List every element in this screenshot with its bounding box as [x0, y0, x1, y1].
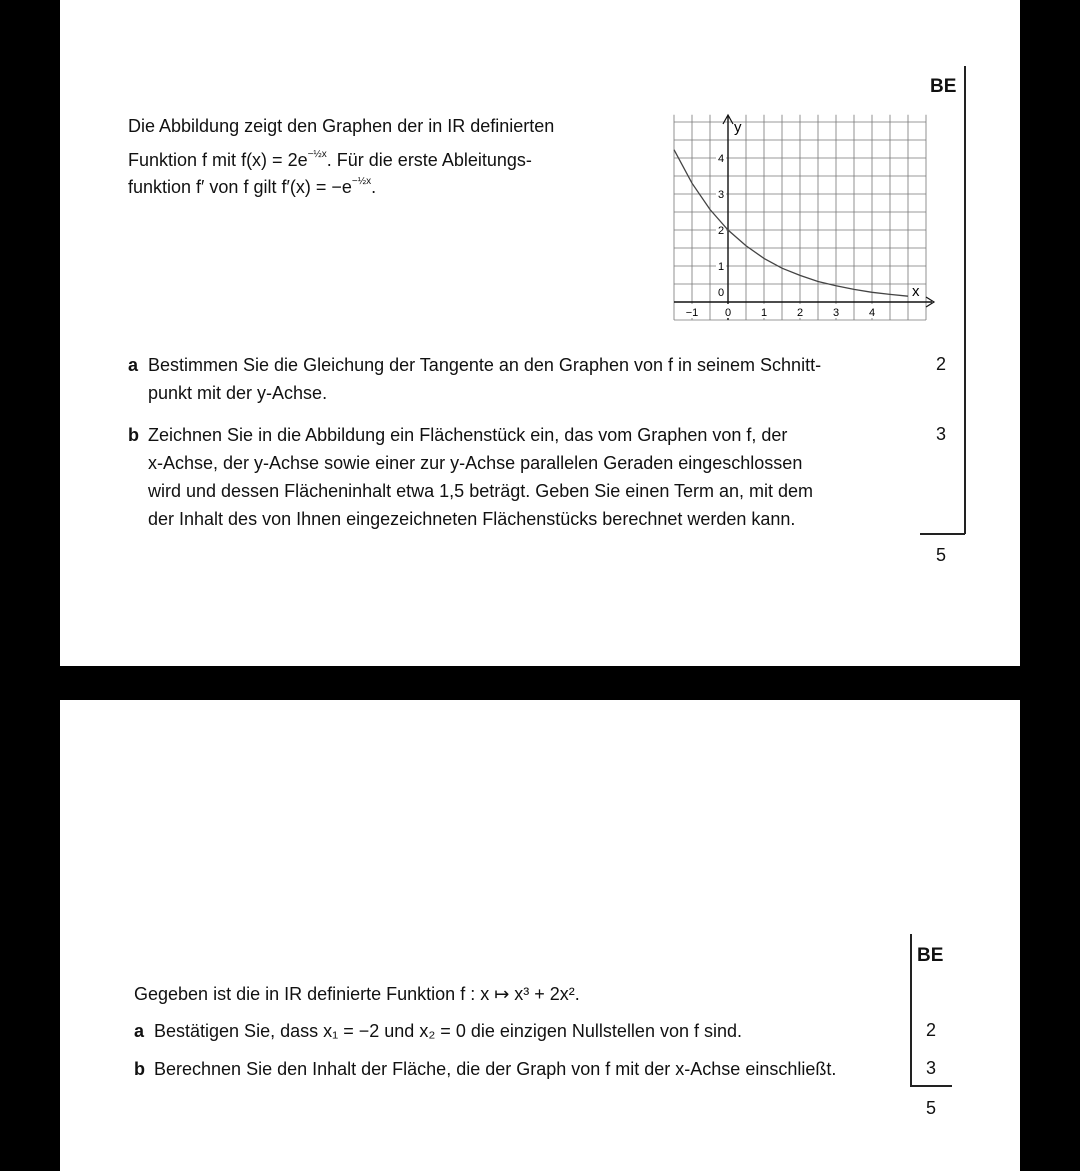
- part-a-points: 2: [936, 354, 947, 374]
- part-b-line-1: Zeichnen Sie in die Abbildung ein Flächenstück ein, das vom Graphen von f, der: [148, 425, 788, 445]
- task2-part-b-points: 3: [926, 1058, 937, 1078]
- intro-line-1: Die Abbildung zeigt den Graphen der in IR definierten: [128, 116, 555, 136]
- derivative-formula: f′(x) = −e: [281, 177, 352, 197]
- x-tick-label: −1: [685, 307, 699, 319]
- task2-part-a-points: 2: [926, 1020, 937, 1040]
- function-curve: [674, 150, 908, 297]
- task-sheet-1: [60, 0, 1020, 666]
- function-formula: f(x) = 2e: [241, 150, 308, 170]
- be-sum-line: [910, 1085, 952, 1087]
- part-b-letter: b: [128, 425, 139, 445]
- be-header: BE: [930, 76, 957, 97]
- y-tick-label: 3: [717, 189, 725, 201]
- x-tick-label: 0: [724, 307, 732, 319]
- y-tick-label: 1: [717, 261, 725, 273]
- x-tick-label: 4: [868, 307, 876, 319]
- x-tick-label: 2: [796, 307, 804, 319]
- x-tick-label: 1: [760, 307, 768, 319]
- part-a-line-1: Bestimmen Sie die Gleichung der Tangente an den Graphen von f in seinem Schnitt-: [148, 355, 822, 375]
- part-a: [128, 351, 821, 407]
- zero-x1: x₁ = −2: [323, 1021, 380, 1041]
- task2-total-points: 5: [926, 1098, 937, 1118]
- task-sheet-2: [60, 700, 1020, 1171]
- part-a-letter: a: [128, 355, 139, 375]
- y-tick-label: 0: [717, 287, 725, 299]
- part-b-line-4: der Inhalt des von Ihnen eingezeichneten Flächenstücks berechnet werden kann.: [148, 509, 796, 529]
- task2-function-formula: f : x ↦ x³ + 2x².: [460, 984, 580, 1004]
- task2-part-a: a Bestätigen Sie, dass x₁ = −2 und x₂ = 0 die einzigen Nullstellen von f sind.: [134, 1021, 743, 1041]
- task2-part-b: b Berechnen Sie den Inhalt der Fläche, die der Graph von f mit der x-Achse einschließt.: [134, 1059, 837, 1079]
- zero-x2: x₂ = 0: [419, 1021, 466, 1041]
- x-tick-label: 3: [832, 307, 840, 319]
- y-tick-label: 4: [717, 153, 725, 165]
- part-a-line-2: punkt mit der y-Achse.: [148, 383, 328, 403]
- total-points: 5: [936, 545, 947, 565]
- part-b: [128, 421, 813, 533]
- be-column-divider: [964, 66, 966, 534]
- task2-intro: Gegeben ist die in IR definierte Funktion f : x ↦ x³ + 2x².: [134, 984, 580, 1004]
- be-column-divider: [910, 934, 912, 1086]
- part-b-line-2: x-Achse, der y-Achse sowie einer zur y-Achse parallelen Geraden eingeschlossen: [148, 453, 803, 473]
- intro-line-3: funktion f′ von f gilt $f'(x) = -e^{-\frac{1}{2}x}$.: [128, 176, 377, 197]
- part-b-points: 3: [936, 424, 947, 444]
- function-graph: [640, 112, 920, 340]
- y-axis-label: y: [734, 119, 742, 136]
- intro-line-2: Funktion f mit $f(x) = 2e^{-\frac{1}{2}x}$. Für die erste Ableitungs-: [128, 149, 532, 170]
- part-b-line-3: wird und dessen Flächeninhalt etwa 1,5 beträgt. Geben Sie einen Term an, mit dem: [148, 481, 814, 501]
- x-axis-label: x: [912, 283, 920, 300]
- be-sum-line: [920, 533, 965, 535]
- y-tick-label: 2: [717, 225, 725, 237]
- be-header: BE: [917, 945, 944, 966]
